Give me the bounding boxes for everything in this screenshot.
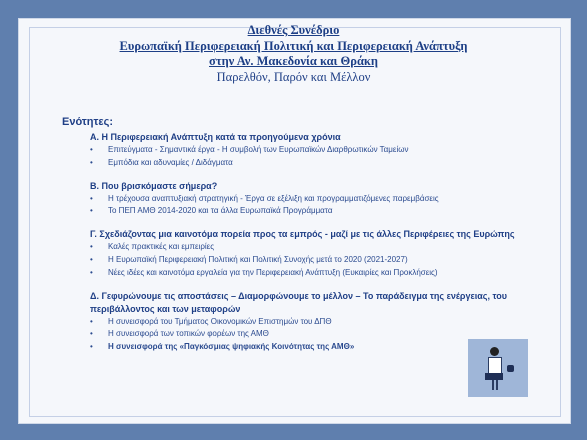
- item-text: Η συνεισφορά των τοπικών φορέων της ΑΜΘ: [108, 329, 269, 339]
- list-item: [90, 316, 468, 329]
- bullet-list: [62, 241, 532, 279]
- list-item: [90, 341, 468, 354]
- item-text: Επιτεύγματα - Σημαντικά έργα - Η συμβολή των Ευρωπαϊκών Διαρθρωτικών Ταμείων: [108, 145, 409, 154]
- section-d: [62, 290, 532, 354]
- bullet-list: [62, 144, 532, 170]
- handbag-icon: [507, 365, 514, 372]
- section-heading: Γ. Σχεδιάζοντας μια καινοτόμα πορεία προς τα εμπρός - μαζί με τις άλλες Περιφέρειες της Ευρώπης: [90, 229, 515, 240]
- bullet-icon: •: [90, 145, 93, 154]
- list-item: [90, 157, 532, 170]
- section-b: [62, 180, 532, 219]
- person-illustration: [468, 339, 528, 397]
- section-heading: Δ. Γεφυρώνουμε τις αποστάσεις – Διαμορφώνουμε το μέλλον – Το παράδειγμα της ενέργειας, του περιβάλλοντος και των μεταφορών: [90, 290, 507, 314]
- bullet-icon: •: [90, 193, 93, 203]
- list-item: [90, 144, 532, 157]
- title-block: [0, 23, 587, 85]
- item-text: Το ΠΕΠ ΑΜΘ 2014-2020 και τα άλλα Ευρωπαϊκά Προγράμματα: [108, 206, 333, 216]
- bullet-list: [62, 193, 532, 219]
- bullet-icon: •: [90, 254, 93, 264]
- title-line-3: στην Αν. Μακεδονία και Θράκη: [209, 54, 378, 68]
- item-text: Η Ευρωπαϊκή Περιφερειακή Πολιτική και Πολιτική Συνοχής μετά το 2020 (2021-2027): [108, 254, 408, 264]
- bullet-icon: •: [90, 157, 93, 167]
- section-heading: Α. Η Περιφερειακή Ανάπτυξη κατά τα προηγούμενα χρόνια: [90, 132, 341, 142]
- section-c: [62, 228, 532, 279]
- figure-skirt: [485, 373, 503, 380]
- bullet-icon: •: [90, 329, 93, 339]
- item-text: Νέες ιδέες και καινοτόμα εργαλεία για την Περιφερειακή Ανάπτυξη (Ευκαιρίες και Προκλήσεις): [108, 267, 438, 277]
- item-text: Η τρέχουσα αναπτυξιακή στρατηγική - Έργα σε εξέλιξη και προγραμματιζόμενες παρεμβάσεις: [108, 193, 439, 203]
- bullet-icon: •: [90, 316, 93, 326]
- title-line-1: Διεθνές Συνέδριο: [247, 23, 340, 37]
- list-item: [90, 254, 532, 267]
- item-text: Η συνεισφορά της «Παγκόσμιας ψηφιακής Κοινότητας της ΑΜΘ»: [108, 342, 355, 352]
- list-item: [90, 241, 532, 254]
- section-a: [62, 131, 532, 170]
- list-item: [90, 193, 532, 206]
- bullet-icon: •: [90, 267, 93, 277]
- figure-legs: [492, 380, 498, 390]
- bullet-icon: •: [90, 206, 93, 216]
- bullet-list: [62, 316, 532, 354]
- list-item: [90, 267, 532, 280]
- list-item: [90, 205, 532, 218]
- bullet-icon: •: [90, 342, 93, 352]
- figure-head: [490, 347, 499, 356]
- content: [62, 116, 532, 354]
- item-text: Η συνεισφορά του Τμήματος Οικονομικών Επιστημών του ΔΠΘ: [108, 316, 332, 326]
- bullet-icon: •: [90, 242, 93, 252]
- item-text: Καλές πρακτικές και εμπειρίες: [108, 242, 215, 252]
- item-text: Εμπόδια και αδυναμίες / Διδάγματα: [108, 157, 233, 167]
- title-subtitle: Παρελθόν, Παρόν και Μέλλον: [216, 69, 371, 84]
- sections-label: Ενότητες:: [62, 116, 114, 128]
- section-heading: Β. Που βρισκόμαστε σήμερα?: [90, 180, 218, 191]
- list-item: [90, 328, 468, 341]
- title-line-2: Ευρωπαϊκή Περιφερειακή Πολιτική και Περιφερειακή Ανάπτυξη: [119, 38, 468, 53]
